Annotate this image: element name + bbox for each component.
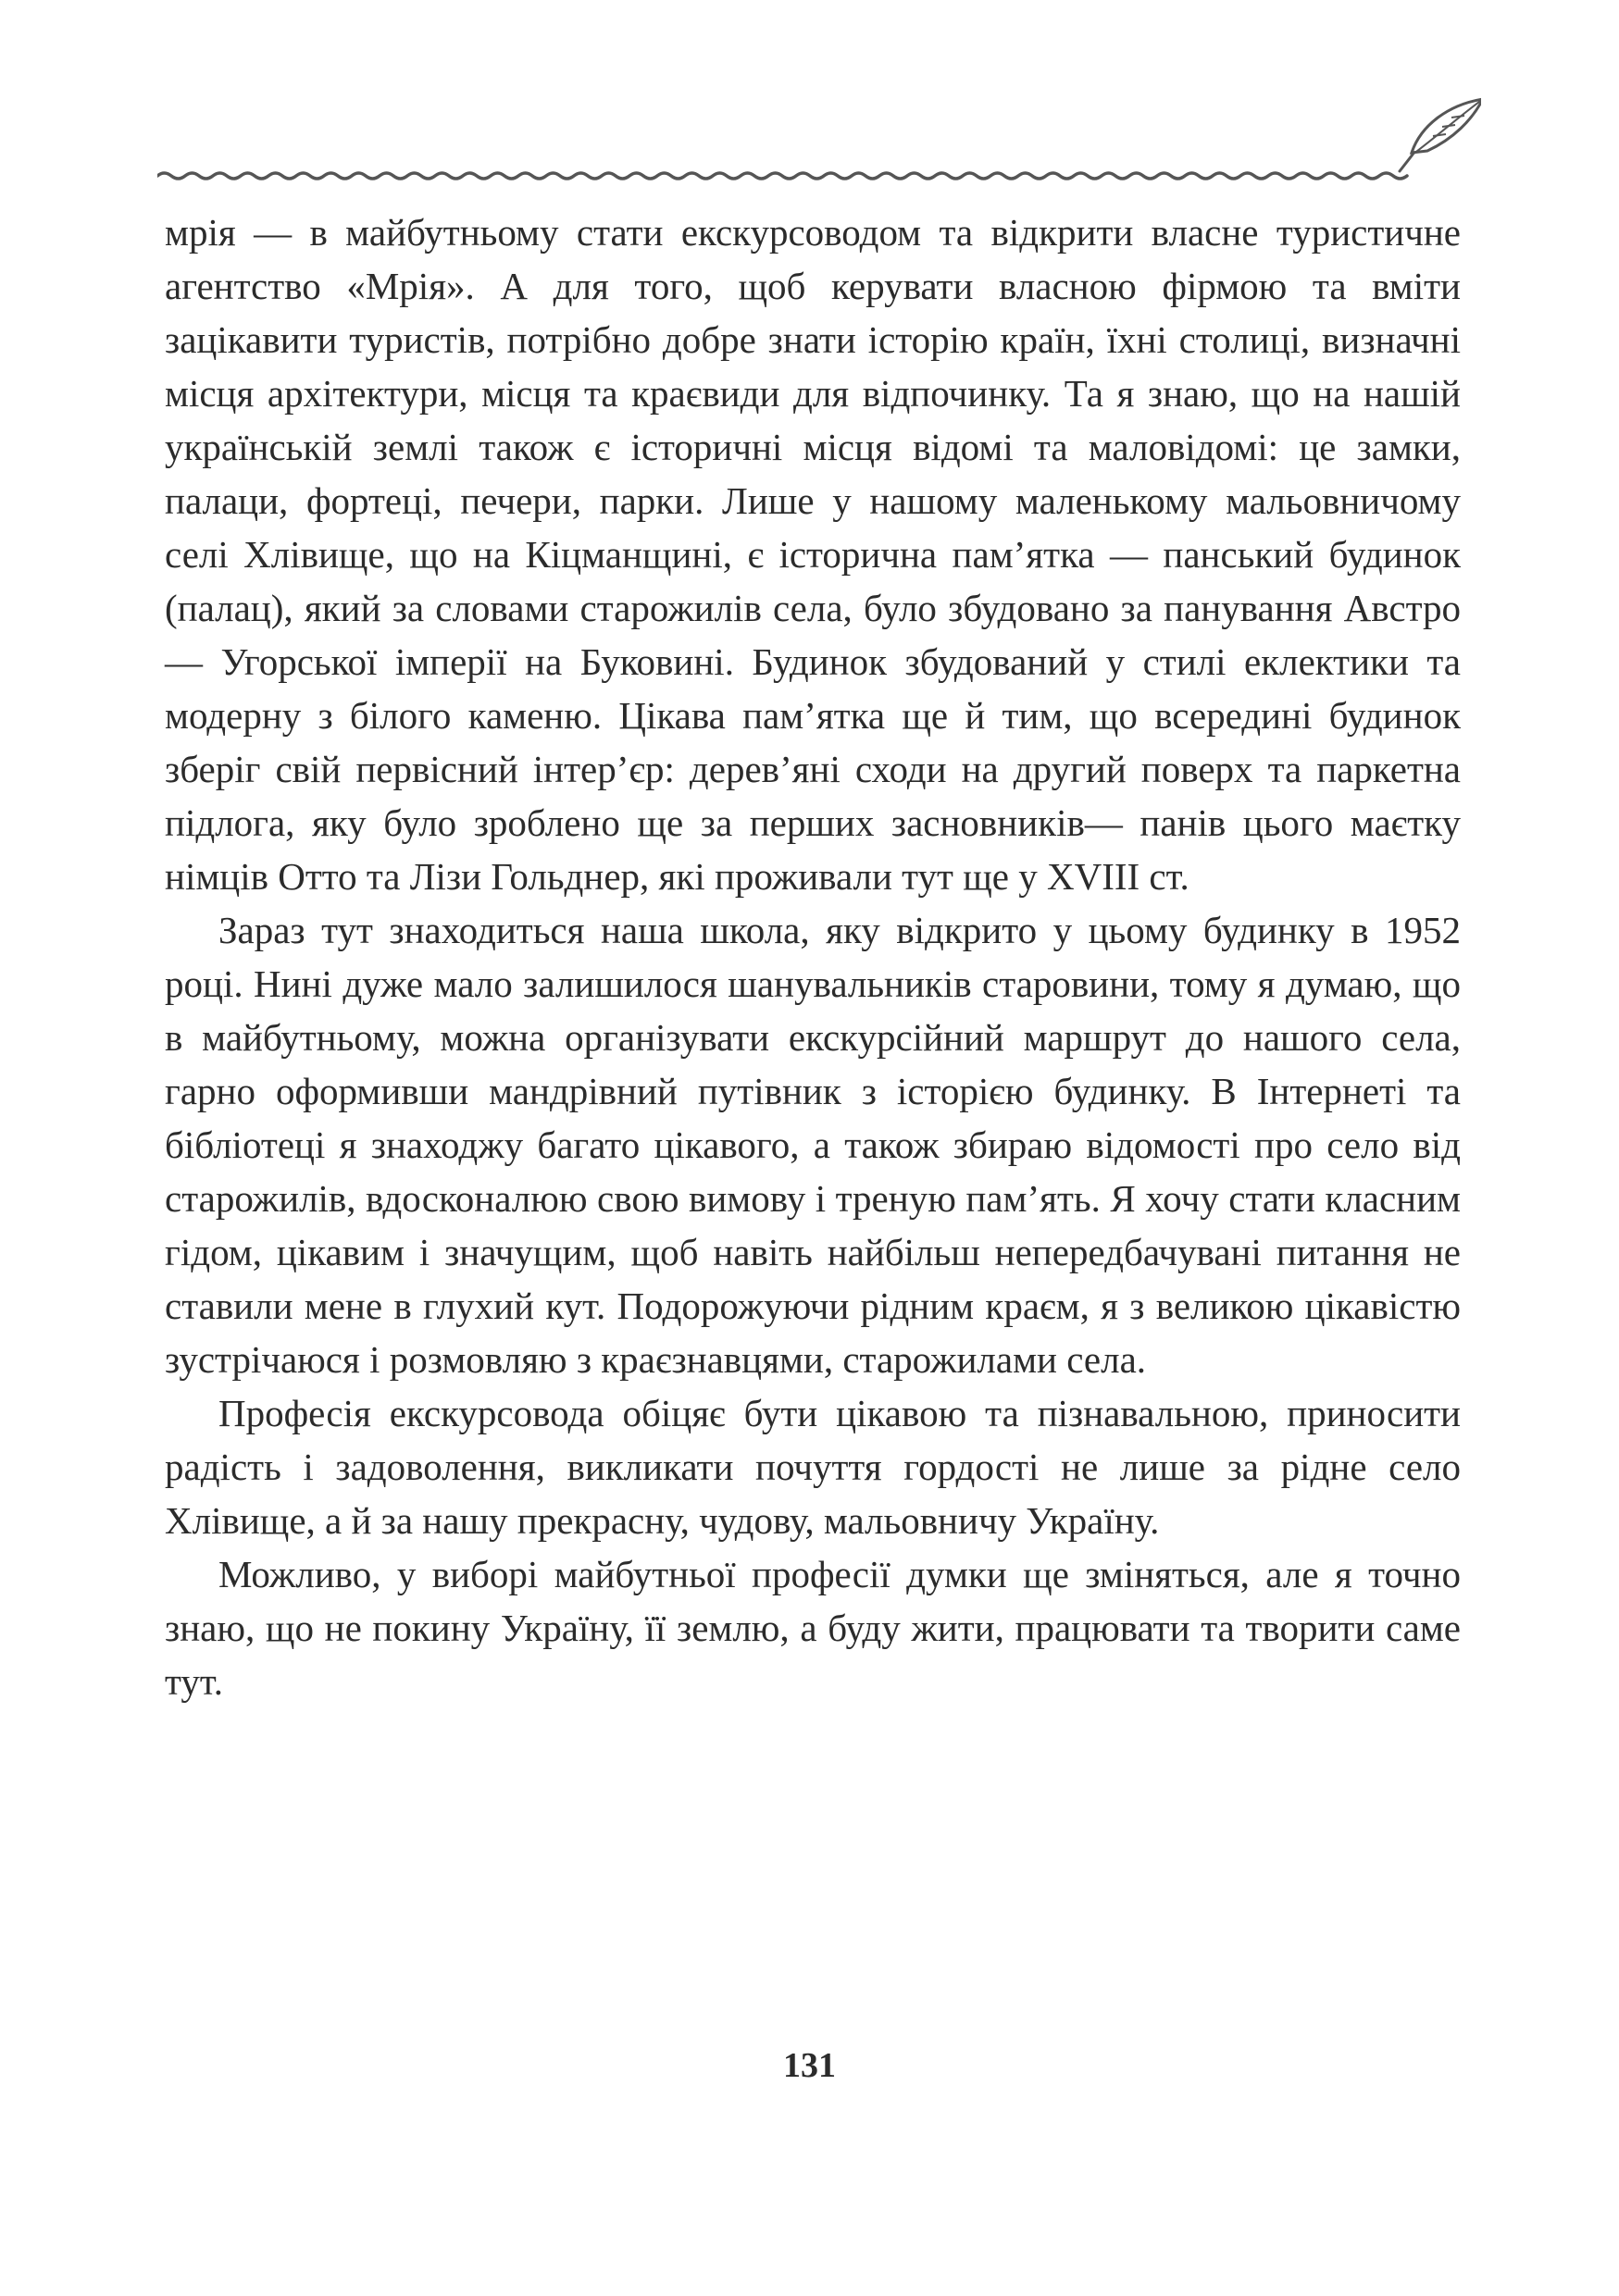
paragraph-4: Можливо, у виборі майбутньої професії думки ще зміняться, але я точно знаю, що не покину Україну, її землю, а буду жити, працювати та творити саме тут. bbox=[165, 1553, 1461, 1703]
wave-line bbox=[157, 173, 1407, 179]
paragraph-3: Професія екскурсовода обіцяє бути цікавою та пізнавальною, приносити радість і задоволення, викликати почуття гордості не лише за рідне село Хлівище, а й за нашу прекрасну, чудову, мальовничу Україну. bbox=[165, 1392, 1461, 1542]
paragraph-1: мрія — в майбутньому стати екскурсоводом та відкрити власне туристичне агентство «Мрія». А для того, щоб керувати власною фірмою та вміти зацікавити туристів, потрібно добре знати історію країн, їхні столиці, визначні місця архітектури, місця та краєвиди для відпочинку. Та я знаю, що на нашій українській землі також є історичні місця відомі та маловідомі: це замки, палаци, фортеці, печери, парки. Лише у нашому маленькому мальовничому селі Хлівище, що на Кіцманщині, є історична пам’ятка — панський будинок (палац), який за словами старожилів села, було збудовано за панування Австро— Угорської імперії на Буковині. Будинок збудований у стилі еклектики та модерну з білого каменю. Цікава пам’ятка ще й тим, що всередині будинок зберіг свій первісний інтер’єр: дерев’яні сходи на другий поверх та паркетна підлога, яку було зроблено ще за перших засновників— панів цього маєтку німців Отто та Лізи Гольднер, які проживали тут ще у XVIII ст. bbox=[165, 211, 1461, 898]
page-number: 131 bbox=[783, 2046, 836, 2085]
header-wave-ornament bbox=[157, 97, 1481, 199]
body-text bbox=[165, 205, 1461, 1708]
paragraph-2: Зараз тут знаходиться наша школа, яку відкрито у цьому будинку в 1952 році. Нині дуже мало залишилося шанувальників старовини, тому я думаю, що в майбутньому, можна організувати екскурсійний маршрут до нашого села, гарно оформивши мандрівний путівник з історією будинку. В Інтернеті та бібліотеці я знаходжу багато цікавого, а також збираю відомості про село від старожилів, вдосконалюю свою вимову і треную пам’ять. Я хочу стати класним гідом, цікавим і значущим, щоб навіть найбільш непередбачувані питання не ставили мене в глухий кут. Подорожуючи рідним краєм, я з великою цікавістю зустрічаюся і розмовляю з краєзнавцями, старожилами села. bbox=[165, 909, 1461, 1381]
feather-pen-icon bbox=[1400, 99, 1481, 171]
